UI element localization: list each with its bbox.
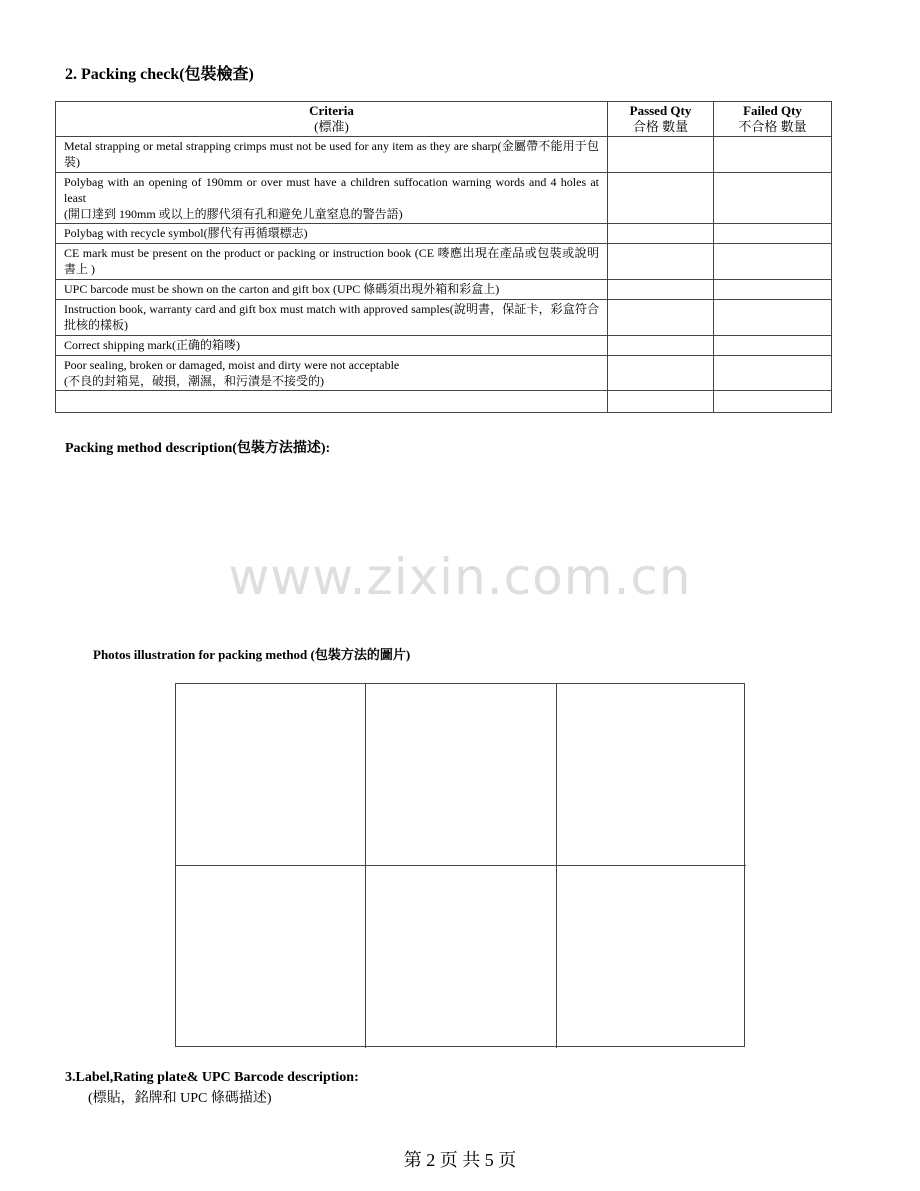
table-row bbox=[56, 224, 832, 244]
passed-qty-cell[interactable] bbox=[608, 391, 714, 413]
page-number-footer: 第 2 页 共 5 页 bbox=[403, 1150, 517, 1170]
table-header-row bbox=[56, 102, 832, 137]
photo-slot[interactable] bbox=[176, 866, 366, 1048]
criteria-cell: Correct shipping mark(正确的箱嘜) bbox=[56, 336, 608, 356]
header-criteria: Criteria (標准) bbox=[56, 102, 608, 137]
passed-qty-cell[interactable] bbox=[608, 280, 714, 300]
photo-slot[interactable] bbox=[557, 866, 746, 1048]
section-3-subtitle: (標貼，銘牌和 UPC 條碼描述) bbox=[88, 1091, 272, 1106]
failed-qty-cell[interactable] bbox=[714, 391, 832, 413]
failed-qty-cell[interactable] bbox=[714, 280, 832, 300]
section-3-title: 3.Label,Rating plate& UPC Barcode description: bbox=[65, 1070, 359, 1085]
criteria-cell: Polybag with recycle symbol(膠代有再循環標志) bbox=[56, 224, 608, 244]
failed-qty-cell[interactable] bbox=[714, 224, 832, 244]
photo-slot[interactable] bbox=[366, 866, 557, 1048]
photos-illustration-title: Photos illustration for packing method (包裝方法的圖片) bbox=[93, 647, 411, 662]
photo-slot[interactable] bbox=[176, 684, 366, 866]
criteria-cell: CE mark must be present on the product or packing or instruction book (CE 嘜應出現在產品或包裝或說明書上 ) bbox=[56, 244, 608, 280]
failed-qty-cell[interactable] bbox=[714, 336, 832, 356]
table-row bbox=[56, 391, 832, 413]
criteria-cell: UPC barcode must be shown on the carton and gift box (UPC 條碼須出現外箱和彩盒上) bbox=[56, 280, 608, 300]
photo-slot[interactable] bbox=[557, 684, 746, 866]
packing-method-label: Packing method description(包裝方法描述): bbox=[65, 441, 331, 456]
header-passed-qty: Passed Qty 合格 數量 bbox=[608, 102, 714, 137]
table-row bbox=[56, 336, 832, 356]
failed-qty-cell[interactable] bbox=[714, 300, 832, 336]
failed-qty-cell[interactable] bbox=[714, 356, 832, 391]
table-row bbox=[56, 280, 832, 300]
failed-qty-cell[interactable] bbox=[714, 244, 832, 280]
criteria-cell: Metal strapping or metal strapping crimps must not be used for any item as they are sharp(金屬帶不能用于包裝) bbox=[56, 137, 608, 173]
passed-qty-cell[interactable] bbox=[608, 356, 714, 391]
failed-qty-cell[interactable] bbox=[714, 173, 832, 224]
criteria-cell: Poor sealing, broken or damaged, moist and dirty were not acceptable (不良的封箱晃，破損，潮濕，和污漬是不接受的) bbox=[56, 356, 608, 391]
table-row bbox=[56, 356, 832, 391]
packing-check-table bbox=[55, 101, 832, 413]
passed-qty-cell[interactable] bbox=[608, 224, 714, 244]
passed-qty-cell[interactable] bbox=[608, 244, 714, 280]
header-failed-qty: Failed Qty 不合格 數量 bbox=[714, 102, 832, 137]
criteria-cell[interactable] bbox=[56, 391, 608, 413]
photo-slot[interactable] bbox=[366, 684, 557, 866]
passed-qty-cell[interactable] bbox=[608, 137, 714, 173]
criteria-cell: Polybag with an opening of 190mm or over must have a children suffocation warning words and 4 holes at least (開口達到 190mm 或以上的膠代須有孔和避免儿童窒息的警告語) bbox=[56, 173, 608, 224]
passed-qty-cell[interactable] bbox=[608, 173, 714, 224]
table-row bbox=[56, 300, 832, 336]
table-row bbox=[56, 244, 832, 280]
section-2-title: 2. Packing check(包裝檢查) bbox=[65, 66, 254, 83]
passed-qty-cell[interactable] bbox=[608, 300, 714, 336]
passed-qty-cell[interactable] bbox=[608, 336, 714, 356]
criteria-cell: Instruction book, warranty card and gift box must match with approved samples(說明書，保証卡，彩盒符合批核的樣板) bbox=[56, 300, 608, 336]
failed-qty-cell[interactable] bbox=[714, 137, 832, 173]
table-row bbox=[56, 173, 832, 224]
table-row bbox=[56, 137, 832, 173]
photo-grid bbox=[175, 683, 745, 1047]
watermark: www.zixin.com.cn bbox=[228, 548, 692, 606]
